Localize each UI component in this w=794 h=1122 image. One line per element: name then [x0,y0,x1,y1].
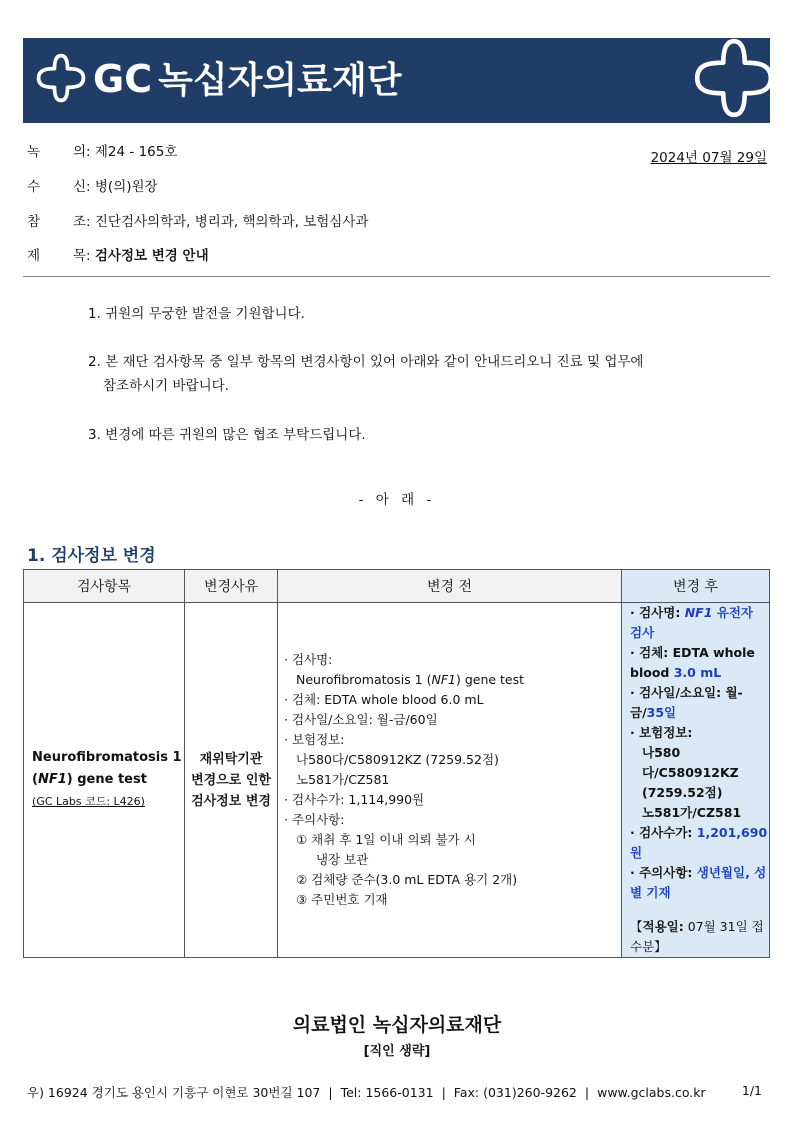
table-header-row [24,570,770,603]
change-table [23,569,770,958]
doc-number-row [27,140,177,160]
footer-sep: | [584,1085,590,1100]
footer-tel: Tel: 1566-0131 [340,1085,434,1100]
organization-name: 의료법인 녹십자의료재단 [292,1014,502,1036]
page-number: 1/1 [741,1083,762,1098]
after-insurance-2: 노581가/CZ581 [642,805,742,820]
gc-cross-decoration-icon [688,38,770,123]
paragraph-3: 3. 변경에 따른 귀원의 많은 협조 부탁드립니다. [88,427,366,443]
before-insurance-1: 나580다/C580912KZ (7259.52점) [296,752,499,767]
header-item: 검사항목 [24,570,185,603]
after-name [630,603,769,643]
reference-label2: 조: [73,214,91,230]
header-after: 변경 후 [622,570,770,603]
subject-row [27,244,209,264]
footer-sep: | [441,1085,446,1100]
brand-title [93,52,402,103]
doc-date: 2024년 07월 29일 [650,150,767,166]
reference-value: 진단검사의학과, 병리과, 핵의학과, 보험심사과 [94,214,369,230]
before-cell [278,603,622,958]
after-schedule-value: 35일 [646,705,677,720]
header-before: 변경 전 [278,570,622,603]
reference-label1: 참 [27,214,41,230]
applied-label: 적용일: [642,919,684,934]
subject-label1: 제 [27,248,41,264]
footer-fax: Fax: (031)260-9262 [453,1085,577,1100]
paragraph-1: 1. 귀원의 무궁한 발전을 기원합니다. [88,306,305,322]
after-name-label: · 검사명: [630,605,685,620]
paragraph-2-line1: 2. 본 재단 검사항목 중 일부 항목의 변경사항이 있어 아래와 같이 안내드리오니 진료 및 업무에 [88,354,644,370]
after-cell [622,603,770,958]
reason-line3: 검사정보 변경 [191,793,271,809]
paren-open: ( [32,772,38,787]
before-fee: · 검사수가: 1,114,990원 [284,792,425,807]
applied-date [630,917,769,957]
gc-cross-logo-icon [33,50,89,106]
doc-number-label1: 녹 [27,144,41,160]
recipient-label2: 신: [73,179,91,195]
before-caution-1a: ① 채취 후 1일 이내 의뢰 불가 시 [296,832,476,847]
after-fee-value: 1,201,690원 [630,825,768,860]
before-name-value [284,670,621,690]
footer-address: 우) 16924 경기도 용인시 기흥구 이현로 30번길 107 [27,1085,321,1100]
after-schedule [630,683,769,723]
header-banner [23,38,770,123]
after-specimen-label: · 검체: EDTA whole blood [630,645,755,680]
before-name-pre: Neurofibromatosis 1 ( [296,672,432,687]
before-schedule: · 검사일/소요일: 월-금/60일 [284,712,438,727]
below-marker: - 아 래 - [358,492,436,508]
header-reason: 변경사유 [185,570,278,603]
footer-website-link[interactable]: www.gclabs.co.kr [597,1085,706,1100]
test-name-line2 [32,769,184,791]
test-item-cell [24,603,185,958]
before-name-label: · 검사명: [284,652,333,667]
after-specimen-value: 3.0 mL [673,665,722,680]
recipient-value: 병(의)원장 [94,179,158,195]
section-title: 1. 검사정보 변경 [27,546,156,566]
paragraph-2-line2: 참조하시기 바랍니다. [103,378,229,394]
before-caution-3: ③ 주민번호 기재 [296,892,388,907]
paragraph-2 [88,350,643,398]
applied-open: 【 [630,919,643,934]
reason-line1: 재위탁기관 [199,751,263,767]
before-insurance-label: · 보험정보: [284,732,345,747]
before-caution-label: · 주의사항: [284,812,345,827]
brand-gc: GC [93,57,153,101]
before-insurance-2: 노581가/CZ581 [296,772,390,787]
divider [23,276,770,277]
after-name-rest: 유전자 검사 [630,605,753,640]
subject-value: 검사정보 변경 안내 [94,248,209,264]
before-caution-2: ② 검체량 준수(3.0 mL EDTA 용기 2개) [296,872,518,887]
test-name-line1: Neurofibromatosis 1 [32,750,182,765]
after-caution-value: 생년월일, 성별 기재 [630,865,767,900]
table-row [24,603,770,958]
test-code: (GC Labs 코드: L426) [32,795,145,808]
recipient-row [27,175,158,195]
applied-value: 07월 31일 접수분】 [630,919,764,954]
reason-cell [185,603,278,958]
after-fee-label: · 검사수가: [630,825,697,840]
after-insurance-1: 나580다/C580912KZ (7259.52점) [642,745,739,800]
footer-sep: | [328,1085,333,1100]
brand-name: 녹십자의료재단 [158,60,402,101]
before-caution-1b: 냉장 보관 [316,852,369,867]
reason-line2: 변경으로 인한 [191,772,271,788]
gene-symbol: NF1 [37,772,67,787]
doc-number-value: 제24 - 165호 [94,144,178,160]
after-fee [630,823,769,863]
after-schedule-label: · 검사일/소요일: 월-금/ [630,685,743,720]
recipient-label1: 수 [27,179,41,195]
paren-close: ) gene test [66,772,147,787]
doc-number-label2: 의: [73,144,91,160]
subject-label2: 목: [73,248,91,264]
after-caution-label: · 주의사항: [630,865,697,880]
before-specimen: · 검체: EDTA whole blood 6.0 mL [284,692,484,707]
footer [27,1083,706,1101]
after-gene-symbol: NF1 [684,605,713,620]
before-name-post: ) gene test [455,672,525,687]
seal-omitted: [직인 생략] [363,1044,431,1059]
after-insurance-label: · 보험정보: [630,725,693,740]
before-gene-symbol: NF1 [431,672,456,687]
after-specimen [630,643,769,683]
reference-row [27,210,368,230]
after-caution [630,863,769,903]
